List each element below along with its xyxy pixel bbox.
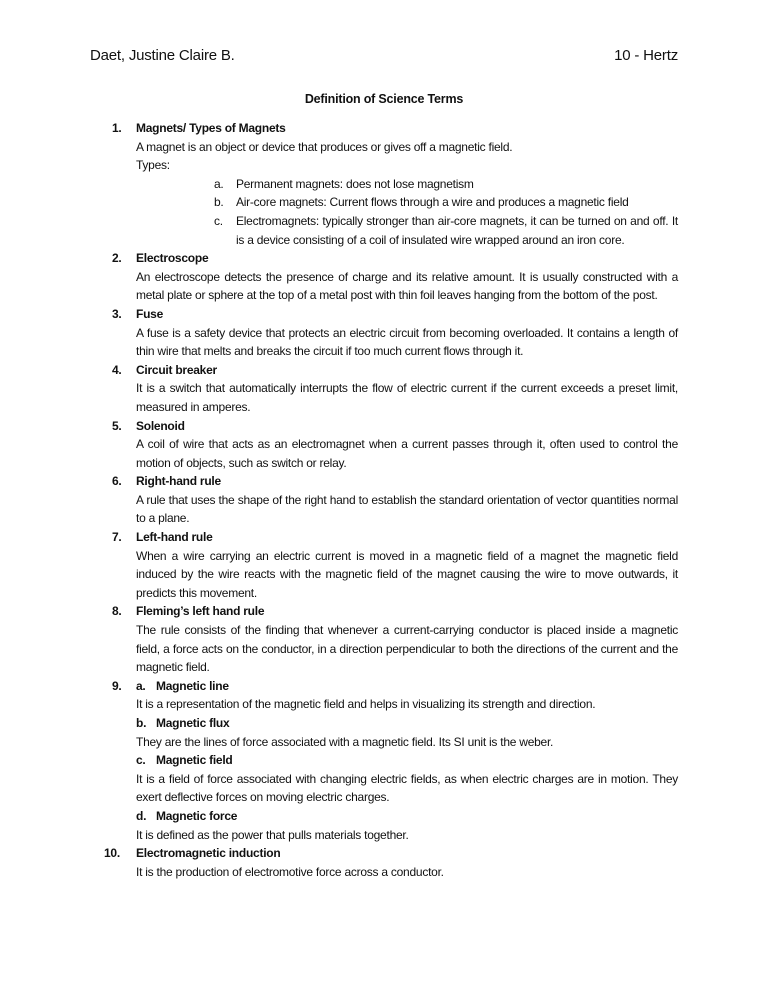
type-text: Electromagnets: typically stronger than air-core magnets, it can be turned on and off. It is a device consisting of a coil of insulated wire wrapped around an iron core. (236, 213, 678, 247)
term-number: 10. (104, 846, 120, 861)
subterm-letter: d. (136, 808, 147, 823)
subterm-title: Magnetic field (156, 753, 233, 768)
term-definition: A magnet is an object or device that produces or gives off a magnetic field. (136, 139, 513, 154)
term-number: 9. (112, 678, 122, 693)
term-number: 2. (112, 251, 122, 266)
subterm-title: Magnetic line (156, 678, 229, 693)
term-definition: A coil of wire that acts as an electromagnet when a current passes through it, often used to control the motion of objects, such as switch or relay. (136, 437, 678, 470)
term-definition: A rule that uses the shape of the right hand to establish the standard orientation of vector quantities normal to a plane. (136, 492, 678, 526)
term-9 (104, 677, 678, 844)
term-definition: It is the production of electromotive force across a conductor. (136, 864, 444, 879)
terms-list (104, 119, 678, 881)
term-definition: An electroscope detects the presence of charge and its relative amount. It is usually constructed with a metal plate or sphere at the top of a metal post with thin foil leaves hanging from the bottom of the post. (136, 269, 678, 303)
type-text: Permanent magnets: does not lose magnetism (236, 176, 474, 191)
term-heading: Fuse (136, 306, 164, 321)
term-definition: When a wire carrying an electric current is moved in a magnetic field of a magnet the magnetic field induced by the wire reacts with the magnetic field of the magnet causing the wire to move outwards, it predicts this movement. (136, 548, 678, 600)
term-heading: Electromagnetic induction (136, 846, 281, 861)
subterm-letter: c. (136, 753, 146, 768)
subterm-definition: It is a field of force associated with changing electric fields, as when electric charges are in motion. They exert deflective forces on moving electric charges. (136, 771, 678, 805)
term-6 (104, 472, 678, 528)
term-number: 7. (112, 530, 122, 545)
term-1 (104, 119, 678, 249)
subterm-heading (136, 807, 678, 826)
term-heading: Electroscope (136, 251, 209, 266)
type-letter: a. (214, 176, 224, 191)
term-3 (104, 305, 678, 361)
student-name: Daet, Justine Claire B. (90, 47, 235, 64)
types-label: Types: (136, 158, 170, 173)
subterm-heading (136, 714, 678, 733)
term-heading: Left-hand rule (136, 530, 213, 545)
type-item (136, 212, 678, 249)
term-number: 3. (112, 306, 122, 321)
term-definition: The rule consists of the finding that whenever a current-carrying conductor is placed inside a magnetic field, a force acts on the conductor, in a direction perpendicular to both the directions of the current and the magnetic field. (136, 623, 678, 675)
term-number: 6. (112, 474, 122, 489)
term-heading: Circuit breaker (136, 362, 217, 377)
term-number: 4. (112, 362, 122, 377)
term-number: 1. (112, 121, 122, 135)
term-heading: Right-hand rule (136, 474, 221, 489)
term-5 (104, 417, 678, 473)
subterm-heading (136, 677, 678, 696)
term-4 (104, 361, 678, 417)
subterm-letter: b. (136, 716, 147, 730)
type-text: Air-core magnets: Current flows through a wire and produces a magnetic field (236, 195, 629, 210)
subterm-definition: It is defined as the power that pulls materials together. (136, 827, 409, 842)
term-definition: It is a switch that automatically interrupts the flow of electric current if the current exceeds a preset limit, measured in amperes. (136, 381, 678, 414)
subterm-definition: It is a representation of the magnetic field and helps in visualizing its strength and direction. (136, 697, 596, 712)
term-number: 5. (112, 418, 122, 433)
subterm-letter: a. (136, 678, 146, 693)
term-heading: Solenoid (136, 418, 185, 433)
section-label: 10 - Hertz (614, 47, 678, 64)
term-8 (104, 602, 678, 676)
subterm-definition: They are the lines of force associated with a magnetic field. Its SI unit is the weber. (136, 734, 554, 749)
term-10 (104, 844, 678, 881)
type-item (136, 193, 678, 212)
term-7 (104, 528, 678, 602)
page-title: Definition of Science Terms (304, 92, 464, 106)
subterm-title: Magnetic force (156, 808, 238, 823)
term-heading: Magnets/ Types of Magnets (136, 121, 286, 135)
subterm-heading (136, 751, 678, 770)
term-2 (104, 249, 678, 305)
type-letter: b. (214, 195, 224, 210)
term-number: 8. (112, 604, 122, 619)
type-item (136, 175, 678, 194)
term-definition: A fuse is a safety device that protects an electric circuit from becoming overloaded. It contains a length of thin wire that melts and breaks the circuit if too much current flows through it. (136, 325, 678, 359)
type-letter: c. (214, 213, 223, 228)
term-heading: Fleming’s left hand rule (136, 604, 265, 619)
subterm-title: Magnetic flux (156, 716, 230, 730)
